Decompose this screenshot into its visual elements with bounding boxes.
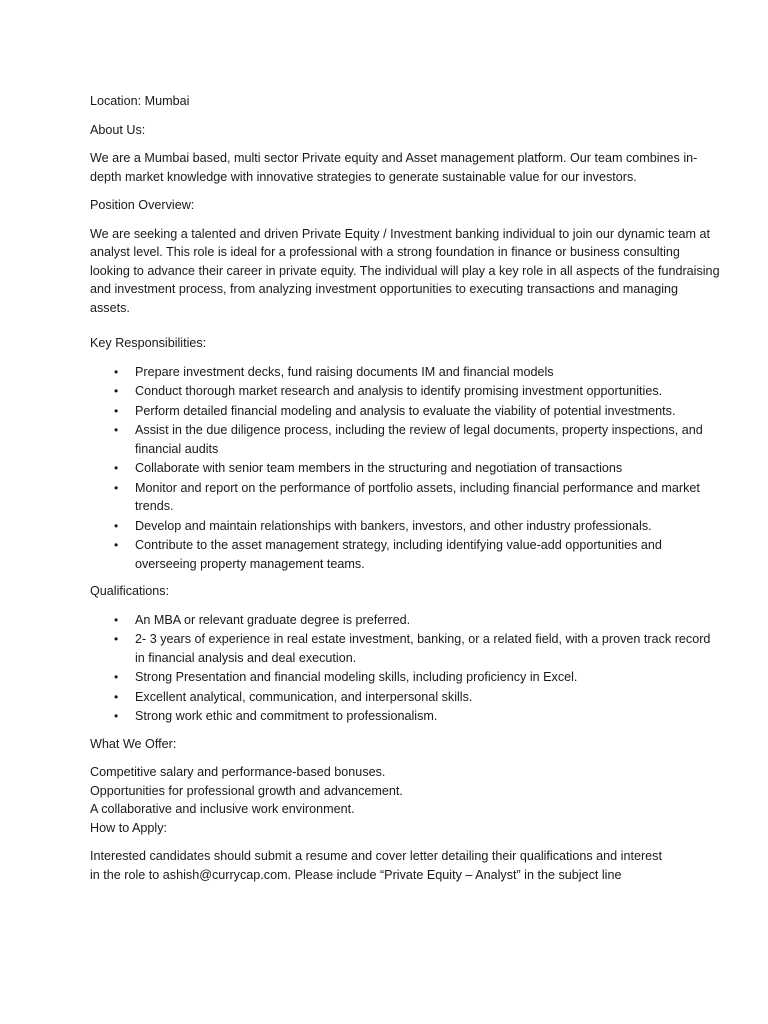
bullet-icon: • (114, 709, 119, 723)
qualifications-heading: Qualifications: (90, 584, 170, 598)
offer-line: Opportunities for professional growth and advancement. (90, 783, 403, 798)
apply-heading: How to Apply: (90, 820, 168, 835)
list-item-text: Prepare investment decks, fund raising documents IM and financial models (135, 364, 554, 379)
list-item-text: Excellent analytical, communication, and interpersonal skills. (135, 689, 473, 704)
list-item (90, 402, 720, 421)
list-item-text: Collaborate with senior team members in the structuring and negotiation of transactions (135, 461, 623, 475)
list-item-text: Monitor and report on the performance of portfolio assets, including financial performance and market trends. (135, 480, 700, 513)
list-item (90, 459, 720, 478)
bullet-icon: • (114, 632, 119, 646)
list-item (90, 668, 720, 687)
bullet-icon: • (114, 461, 119, 475)
bullet-icon: • (114, 480, 119, 495)
list-item (90, 707, 720, 726)
apply-text-line-2: in the role to ashish@currycap.com. Please include “Private Equity – Analyst” in the subject line (90, 867, 622, 882)
location-line: Location: Mumbai (90, 94, 190, 108)
offer-line: A collaborative and inclusive work environment. (90, 802, 355, 816)
qualifications-list (90, 611, 720, 726)
list-item-text: Conduct thorough market research and analysis to identify promising investment opportunities. (135, 384, 663, 398)
list-item-text: Strong work ethic and commitment to professionalism. (135, 709, 438, 723)
list-item (90, 421, 720, 458)
list-item-text: Contribute to the asset management strategy, including identifying value-add opportunities and overseeing property management teams. (135, 538, 662, 571)
responsibilities-heading: Key Responsibilities: (90, 336, 207, 350)
bullet-icon: • (114, 403, 119, 418)
list-item (90, 536, 720, 573)
list-item (90, 611, 720, 630)
list-item (90, 363, 720, 382)
list-item-text: Perform detailed financial modeling and analysis to evaluate the viability of potential investments. (135, 403, 676, 418)
job-posting-document (90, 92, 720, 884)
overview-heading: Position Overview: (90, 198, 195, 212)
list-item (90, 630, 720, 667)
bullet-icon: • (114, 670, 119, 684)
apply-text-line-1: Interested candidates should submit a resume and cover letter detailing their qualifications and interest (90, 849, 662, 863)
bullet-icon: • (114, 612, 119, 627)
bullet-icon: • (114, 518, 119, 533)
offer-line: Competitive salary and performance-based bonuses. (90, 765, 386, 779)
bullet-icon: • (114, 364, 119, 379)
list-item (90, 517, 720, 536)
overview-text: We are seeking a talented and driven Private Equity / Investment banking individual to join our dynamic team at analyst level. This role is ideal for a professional with a strong foundation in finance or business consulting looking to advance their career in private equity. The individual will play a key role in all aspects of the fundraising and investment process, from analyzing investment opportunities to executing transactions and managing assets. (90, 226, 720, 315)
list-item-text: Develop and maintain relationships with bankers, investors, and other industry professionals. (135, 518, 652, 533)
bullet-icon: • (114, 423, 119, 437)
bullet-icon: • (114, 538, 119, 552)
list-item (90, 688, 720, 707)
offer-lines (90, 763, 720, 819)
bullet-icon: • (114, 689, 119, 704)
list-item-text: Strong Presentation and financial modeling skills, including proficiency in Excel. (135, 670, 578, 684)
about-heading: About Us: (90, 122, 146, 137)
list-item-text: 2- 3 years of experience in real estate investment, banking, or a related field, with a proven track record in financial analysis and deal execution. (135, 632, 711, 665)
list-item (90, 479, 720, 516)
list-item-text: An MBA or relevant graduate degree is preferred. (135, 612, 411, 627)
bullet-icon: • (114, 384, 119, 398)
offer-heading: What We Offer: (90, 736, 177, 751)
list-item (90, 382, 720, 401)
responsibilities-list (90, 363, 720, 574)
list-item-text: Assist in the due diligence process, including the review of legal documents, property inspections, and financial audits (135, 423, 703, 456)
about-text: We are a Mumbai based, multi sector Private equity and Asset management platform. Our team combines in-depth market knowledge with innovative strategies to generate sustainable value for our investors. (90, 151, 698, 184)
